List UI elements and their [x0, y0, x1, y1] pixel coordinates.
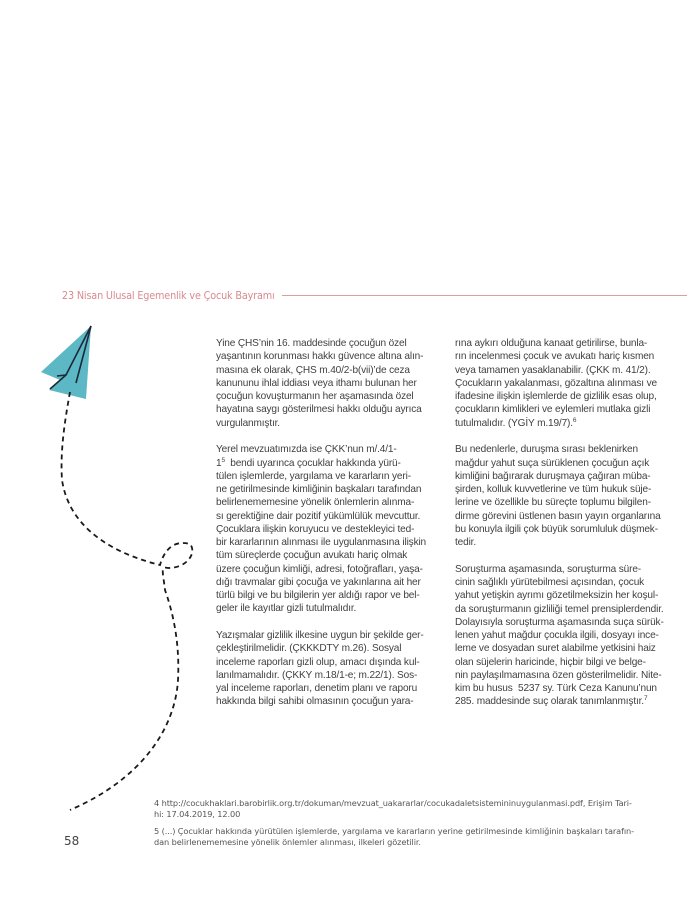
text-fragment: bendi uyarınca çocuklar hakkında yürü-	[224, 457, 401, 469]
footnote-4	[154, 798, 684, 820]
text-line: mağdur yahut suça sürüklenen çocuğun açık	[455, 457, 650, 469]
text-line: dirme görevini üstlenen basın yayın organlarına	[455, 510, 661, 522]
text-line: kanununu ihlal iddiası veya ithamı bulunan her	[216, 377, 417, 389]
text-line: olan süjelerin haricinde, hiçbir bilgi ve belge-	[455, 656, 646, 668]
header-rule	[282, 295, 687, 296]
text-line: şirden, kolluk kuvvetlerine ve tüm hukuk süje-	[455, 484, 652, 495]
text-line: Yine ÇHS’nin 16. maddesinde çocuğun özel	[216, 338, 407, 349]
text-line: Çocuklara ilişkin koruyucu ve destekleyici ted-	[216, 523, 415, 535]
text-line	[455, 417, 687, 430]
paragraph	[455, 563, 687, 709]
text-line: bir kararlarının alınması ile uygulanmasına ilişkin	[216, 537, 427, 548]
text-line: lanılmamalıdır. (ÇKKY m.18/1-e; m.22/1). Sos-	[216, 669, 418, 681]
text-line: hayatına saygı gösterilmesi hakkı olduğu ayrıca	[216, 404, 422, 416]
text-line: yaşantının korunması hakkı güvence altına alın-	[216, 351, 424, 363]
text-line: vurgulanmıştır.	[216, 417, 280, 429]
text-line: sı gerektiğine dair pozitif yükümlülük mevcuttur.	[216, 510, 421, 522]
paragraph	[216, 443, 448, 615]
text-fragment: tutulmalıdır. (YGİY m.19/7).	[455, 417, 573, 429]
footnote-line[interactable]: 4 http://cocukhaklari.barobirlik.org.tr/dokuman/mevzuat_uakararlar/cocukadaletsistemininuygulanmasi.pdf, Erişim Tari-	[154, 798, 632, 808]
text-line: Yerel mevzuatımızda ise ÇKK’nun m/.4/1-	[216, 444, 397, 456]
footnote-ref[interactable]: 6	[572, 416, 577, 424]
text-line: lenen yahut mağdur çocukla ilgili, dosyayı ince-	[455, 630, 659, 641]
text-fragment: 1	[216, 457, 222, 469]
text-line	[455, 695, 687, 708]
text-line: rına aykırı olduğuna kanaat getirilirse, bunla-	[455, 338, 648, 349]
text-line: masına ek olarak, ÇHS m.40/2-b(vii)’de ceza	[216, 364, 410, 376]
footnote-5	[154, 826, 684, 848]
body-column-right	[455, 337, 687, 722]
running-header-title: 23 Nisan Ulusal Egemenlik ve Çocuk Bayramı	[62, 288, 275, 302]
footnotes	[154, 798, 684, 854]
text-line: Yazışmalar gizlilik ilkesine uygun bir şekilde ger-	[216, 630, 424, 641]
footnote-line: hi: 17.04.2019, 12.00	[154, 809, 241, 819]
text-line: lerine ve özellikle bu süreçte toplumu bilgilen-	[455, 497, 651, 509]
text-line: leme ve dosyadan suret alabilme yetkisini haiz	[455, 643, 656, 655]
text-line: kim bu husus 5237 sy. Türk Ceza Kanunu’nun	[455, 683, 657, 694]
text-line: geler ile kayıtlar gizli tutulmalıdır.	[216, 603, 357, 615]
body-column-left	[216, 337, 448, 722]
paper-plane-icon	[41, 326, 91, 399]
paper-plane-decoration	[0, 300, 210, 860]
text-line: cinin sağlıklı yürütebilmesi açısından, çocuk	[455, 577, 645, 588]
dashed-loop-trail	[62, 392, 193, 810]
paragraph	[216, 629, 448, 709]
page-number: 58	[64, 834, 80, 848]
text-line: hakkında bilgi sahibi olmasının çocuğun yara-	[216, 696, 414, 708]
footnote-line: 5 (...) Çocuklar hakkında yürütülen işlemlerde, yargılama ve kararların yerine getirilmesinde kimliğinin başkaları tarafın-	[154, 826, 634, 836]
text-line: dığı travmalar gibi çocuğa ve yakınlarına ait her	[216, 576, 421, 588]
text-line: tülen işlemlerde, yargılama ve kararların yeri-	[216, 470, 411, 482]
text-line: yal inceleme raporları, denetim planı ve raporu	[216, 683, 418, 694]
text-line: çekleştirilmelidir. (ÇKKKDTY m.26). Sosyal	[216, 643, 402, 655]
text-fragment: 285. maddesinde suç olarak tanımlanmıştır.	[455, 696, 644, 708]
text-line: da soruşturmanın gizliliği temel prensiplerdendir.	[455, 603, 664, 615]
text-line: ne getirilmesinde kimliğinin başkaları tarafından	[216, 484, 422, 495]
text-line: ifadesine ilişkin işlemlerde de gizlilik esas olup,	[455, 391, 657, 402]
text-line: Çocukların yakalanması, gözaltına alınması ve	[455, 377, 657, 389]
text-line: Bu nedenlerle, duruşma sırası beklenirken	[455, 444, 638, 456]
text-line: tüm süreçlerde çocuğun avukatı hariç olmak	[216, 550, 408, 562]
paragraph	[216, 337, 448, 430]
text-line: çocuğun kovuşturmanın her aşamasında özel	[216, 391, 414, 402]
text-line: veya tamamen yasaklanabilir. (ÇKK m. 41/2).	[455, 364, 651, 376]
text-line: rın incelenmesi çocuk ve avukatı hariç kısmen	[455, 351, 655, 363]
text-line	[216, 457, 448, 470]
text-line: tedir.	[455, 537, 476, 548]
text-line: nin paylaşılmamasına özen gösterilmelidir. Nite-	[455, 669, 662, 681]
text-line: yahut yetişkin ayrımı gözetilmeksizin her koşul-	[455, 590, 659, 602]
paragraph	[455, 337, 687, 430]
text-line: türlü bilgi ve bu bilgilerin yer aldığı rapor ve bel-	[216, 590, 420, 601]
text-line: Soruşturma aşamasında, soruşturma süre-	[455, 563, 642, 575]
footnote-ref[interactable]: 5	[221, 456, 225, 464]
text-line: belirlenememesine yönelik önlemlerin alınma-	[216, 497, 415, 509]
text-line: Dolayısıyla soruşturma aşamasında suça sürük-	[455, 616, 664, 628]
text-line: çocukların kimlikleri ve eylemleri mutlaka gizli	[455, 404, 651, 416]
footnote-ref[interactable]: 7	[643, 695, 648, 703]
text-line: inceleme raporları gizli olup, amacı dışında kul-	[216, 656, 420, 668]
text-line: kimliğini bağırarak duruşmaya çağıran müba-	[455, 470, 651, 482]
text-line: bu konuyla ilgili çok büyük sorumluluk düşmek-	[455, 523, 658, 535]
footnote-line: dan belirlenememesine yönelik önlemler alınması, ilkeleri gözetilir.	[154, 837, 421, 847]
text-line: üzere çocuğun kimliği, adresi, fotoğrafları, yaşa-	[216, 563, 423, 575]
paragraph	[455, 443, 687, 549]
